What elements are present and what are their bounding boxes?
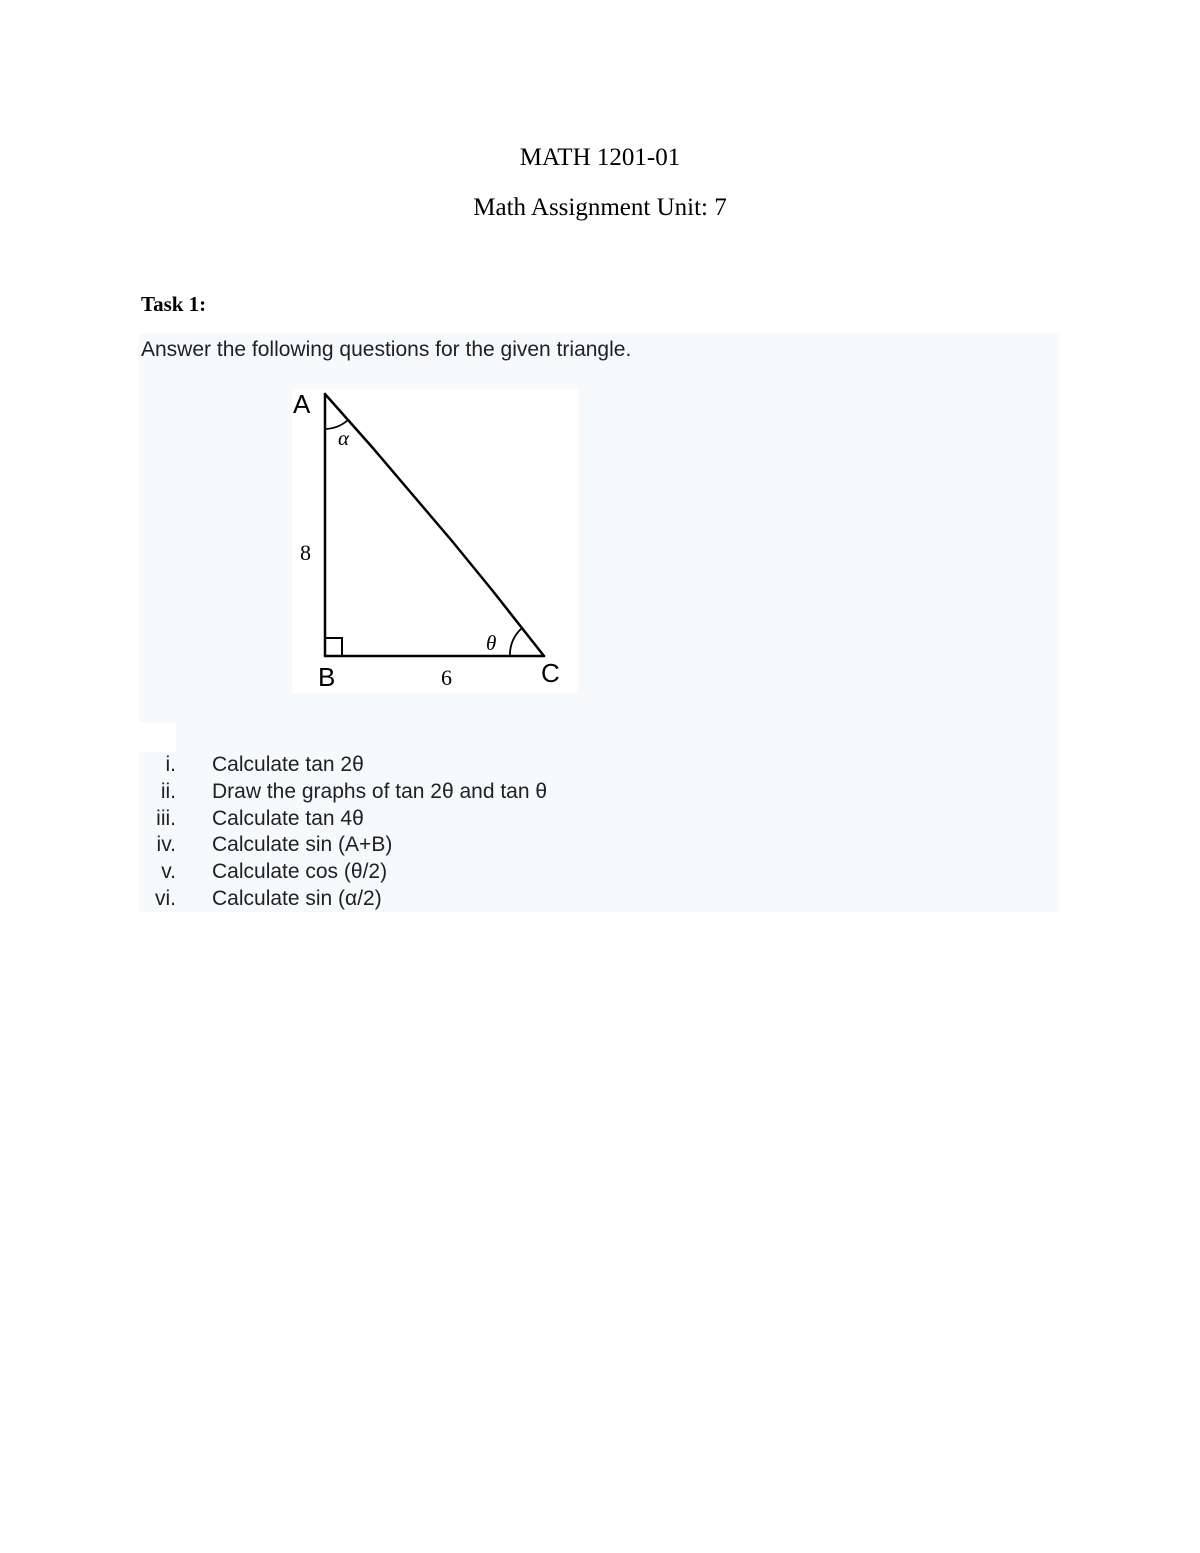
angle-arc-theta <box>510 628 522 656</box>
vertex-label-b: B <box>318 662 336 692</box>
panel-notch <box>139 722 176 752</box>
right-angle-marker <box>325 638 342 656</box>
task-heading: Task 1: <box>141 292 207 316</box>
question-number: vi. <box>155 886 176 910</box>
triangle-figure <box>292 389 578 694</box>
question-number: v. <box>161 860 176 884</box>
question-number: ii. <box>160 779 176 803</box>
angle-label-alpha: α <box>338 426 350 450</box>
side-label-ab: 8 <box>300 540 311 565</box>
vertex-label-a: A <box>293 389 311 419</box>
question-text: Calculate sin (A+B) <box>212 833 393 857</box>
question-text: Calculate sin (α/2) <box>212 886 382 910</box>
question-text: Calculate tan 2θ <box>212 753 364 776</box>
angle-label-theta: θ <box>486 631 497 655</box>
side-label-bc: 6 <box>441 665 452 690</box>
question-number: i. <box>165 753 176 776</box>
question-number: iii. <box>156 806 176 830</box>
course-title: MATH 1201-01 <box>519 144 681 171</box>
vertex-label-c: C <box>541 658 560 688</box>
question-text: Draw the graphs of tan 2θ and tan θ <box>212 779 548 803</box>
triangle-diagram <box>292 389 578 694</box>
side-ac <box>325 394 544 656</box>
question-number: iv. <box>156 833 176 857</box>
question-text: Calculate cos (θ/2) <box>212 860 388 884</box>
assignment-title: Math Assignment Unit: 7 <box>473 194 727 221</box>
question-text: Calculate tan 4θ <box>212 806 364 830</box>
task-instruction: Answer the following questions for the given triangle. <box>141 338 632 361</box>
